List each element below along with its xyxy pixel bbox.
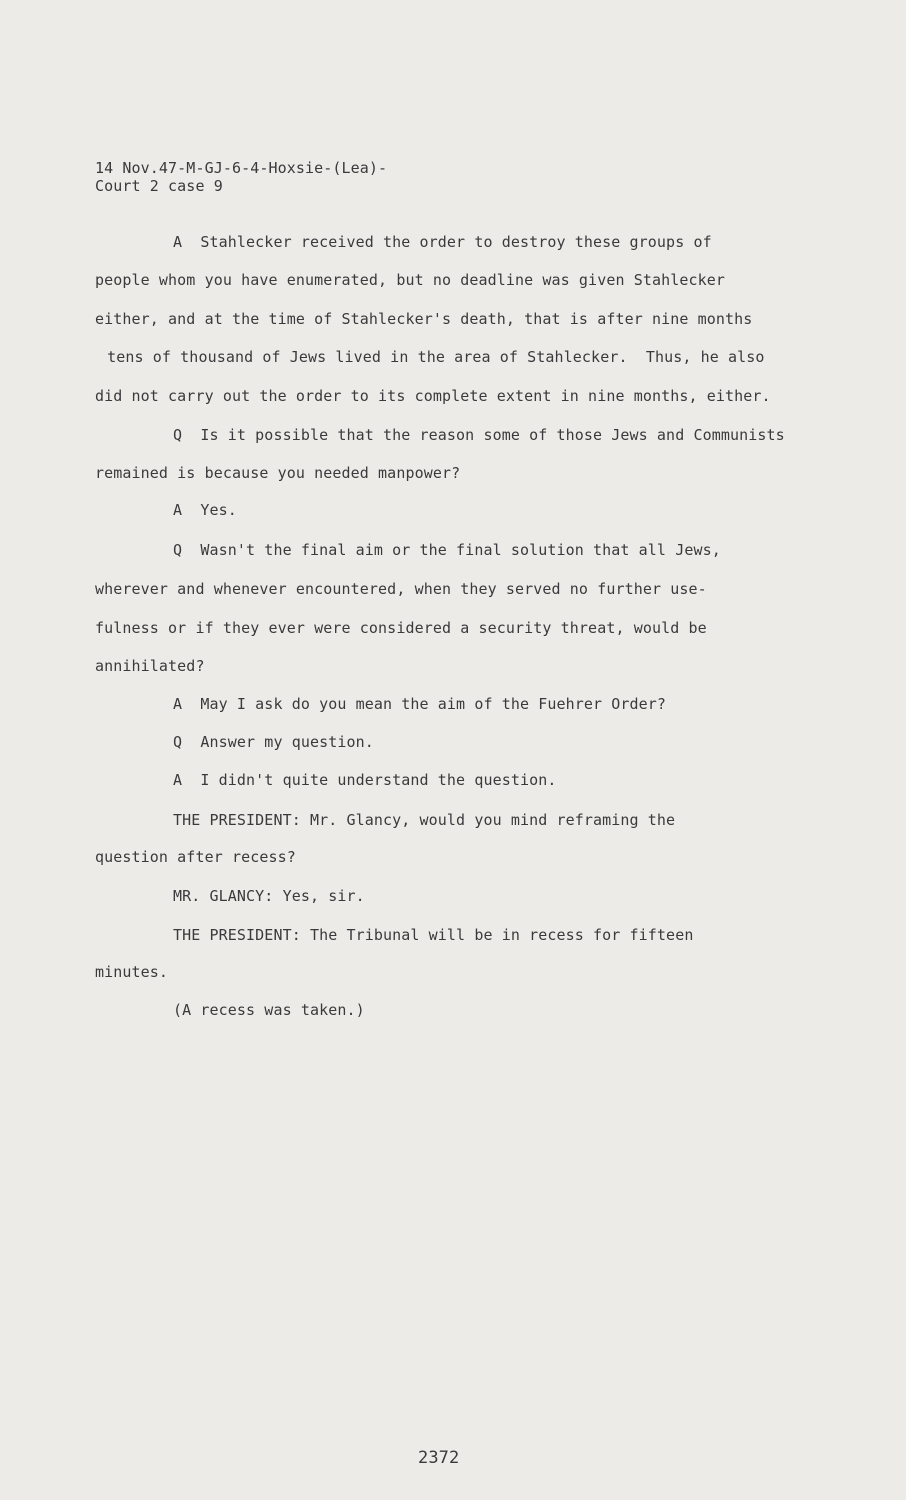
transcript-line: (A recess was taken.) bbox=[173, 1001, 365, 1019]
transcript-line: fulness or if they ever were considered a security threat, would be bbox=[95, 619, 707, 637]
transcript-line: people whom you have enumerated, but no deadline was given Stahlecker bbox=[95, 271, 726, 289]
transcript-line: THE PRESIDENT: Mr. Glancy, would you mind reframing the bbox=[173, 811, 676, 829]
transcript-line: did not carry out the order to its complete extent in nine months, either. bbox=[95, 387, 771, 405]
transcript-line: Q Is it possible that the reason some of those Jews and Communists bbox=[173, 426, 785, 444]
transcript-line: Q Answer my question. bbox=[173, 733, 374, 751]
transcript-line: A Stahlecker received the order to destroy these groups of bbox=[173, 233, 712, 251]
transcript-line: question after recess? bbox=[95, 848, 296, 866]
header-line-2: Court 2 case 9 bbox=[95, 177, 223, 195]
transcript-line: tens of thousand of Jews lived in the area of Stahlecker. Thus, he also bbox=[98, 348, 765, 366]
transcript-line: minutes. bbox=[95, 963, 169, 981]
transcript-line: A I didn't quite understand the question. bbox=[173, 771, 557, 789]
transcript-line: MR. GLANCY: Yes, sir. bbox=[173, 887, 365, 905]
transcript-line: A May I ask do you mean the aim of the Fuehrer Order? bbox=[173, 695, 667, 713]
header-line-1: 14 Nov.47-M-GJ-6-4-Hoxsie-(Lea)- bbox=[95, 159, 388, 177]
transcript-line: THE PRESIDENT: The Tribunal will be in recess for fifteen bbox=[173, 926, 694, 944]
transcript-line: wherever and whenever encountered, when they served no further use- bbox=[95, 580, 707, 598]
transcript-line: remained is because you needed manpower? bbox=[95, 464, 461, 482]
transcript-line: Q Wasn't the final aim or the final solution that all Jews, bbox=[173, 541, 721, 559]
transcript-line: annihilated? bbox=[95, 657, 205, 675]
transcript-line: either, and at the time of Stahlecker's death, that is after nine months bbox=[95, 310, 753, 328]
page-number: 2372 bbox=[418, 1448, 460, 1468]
transcript-line: A Yes. bbox=[173, 501, 237, 519]
